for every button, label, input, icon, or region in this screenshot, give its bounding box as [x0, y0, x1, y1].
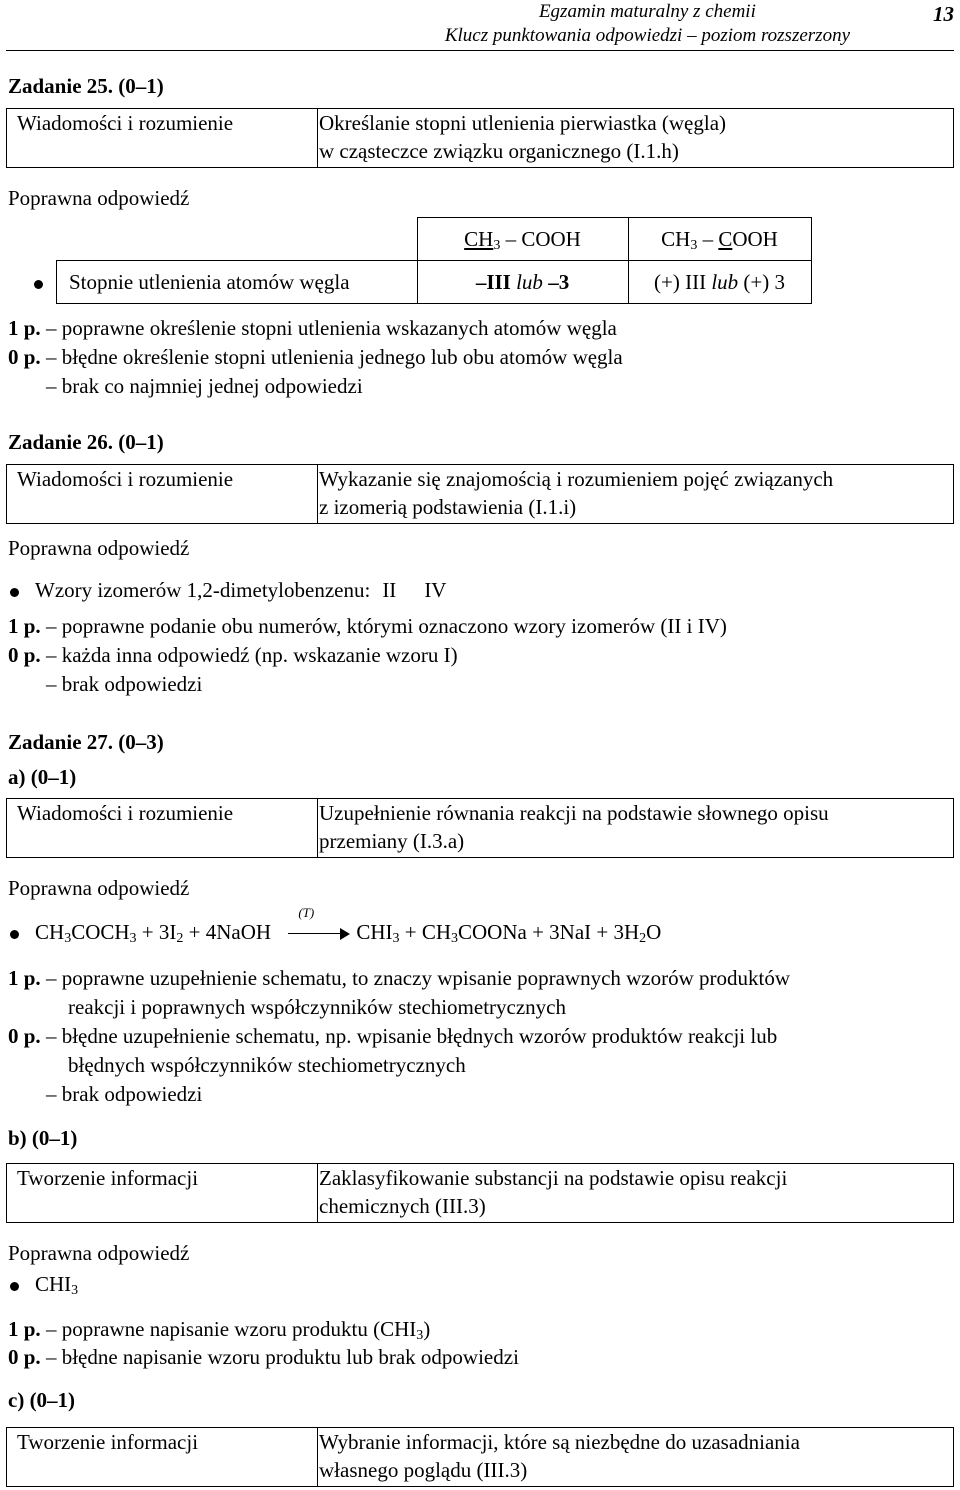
bullet-icon [10, 930, 19, 939]
score-label: 1 p. [8, 316, 41, 340]
task-26-category-text: Wiadomości i rozumienie [17, 467, 234, 491]
task-27b-info-box [6, 1163, 954, 1223]
task-27c-title: c) (0–1) [8, 1388, 76, 1412]
answer-isomer-iv: IV [424, 578, 447, 602]
task-27b-requirement-line1: Zaklasyfikowanie substancji na podstawie opisu reakcji [319, 1166, 788, 1190]
score-sub: 3 [416, 1328, 424, 1343]
task-27c-category-text: Tworzenie informacji [17, 1430, 199, 1454]
eq-sub: 2 [639, 931, 647, 946]
score-label: 0 p. [8, 643, 41, 667]
task-27a-score-0 [8, 1022, 777, 1050]
score-label: 1 p. [8, 614, 41, 638]
formula-part: – [500, 227, 522, 251]
formula-part: C [718, 227, 733, 251]
task-26-answer [8, 576, 446, 604]
score-text: – błędne określenie stopni utlenienia jednego lub obu atomów węgla [40, 345, 623, 369]
task-26-requirement-line2: z izomerią podstawienia (I.1.i) [319, 495, 577, 519]
score-label: 1 p. [8, 966, 41, 990]
arrow-line [288, 933, 342, 934]
score-label: 0 p. [8, 345, 41, 369]
task-27a-requirement-line2: przemiany (I.3.a) [319, 829, 465, 853]
task-27b-title: b) (0–1) [8, 1126, 78, 1150]
value-part: lub [510, 270, 549, 294]
task-27b-answer [8, 1270, 78, 1298]
formula-part: CH [464, 227, 494, 251]
formula-part: OOH [732, 227, 778, 251]
eq-part: + CH [399, 920, 451, 944]
task-26-category [7, 465, 318, 523]
formula-part: CH [661, 227, 691, 251]
score-text-end: ) [423, 1317, 431, 1341]
score-text: – błędne napisanie wzoru produktu lub brak odpowiedzi [40, 1345, 519, 1369]
task-27b-requirement-line2: chemicznych (III.3) [319, 1194, 486, 1218]
header-divider [6, 50, 954, 51]
task-27a-score-0-line2: błędnych współczynników stechiometrycznych [68, 1053, 466, 1077]
eq-sub: 3 [451, 931, 458, 946]
table-empty-cell [57, 218, 418, 261]
score-label: 1 p. [8, 1317, 41, 1341]
task-25-requirement-line2: w cząsteczce związku organicznego (I.1.h) [319, 139, 679, 163]
task-27b-score-1 [8, 1315, 430, 1343]
task-26-score-1 [8, 612, 727, 640]
score-text: – poprawne uzupełnienie schematu, to znaczy wpisanie poprawnych wzorów produktów [40, 966, 791, 990]
header-exam-title: Egzamin maturalny z chemii [538, 1, 756, 22]
value-part: (+) III [654, 270, 707, 294]
task-27-title: Zadanie 27. (0–3) [8, 730, 164, 754]
reaction-condition: (T) [298, 905, 315, 920]
task-27a-score-1-line2: reakcji i poprawnych współczynników stechiometrycznych [68, 995, 567, 1019]
task-26-score-0-line2: – brak odpowiedzi [46, 672, 203, 696]
bullet-icon [10, 1282, 19, 1291]
task-25-answer-label: Poprawna odpowiedź [8, 186, 190, 210]
task-25-title: Zadanie 25. (0–1) [8, 74, 164, 98]
eq-sub: 3 [64, 931, 72, 946]
task-27c-requirement [307, 1428, 953, 1486]
task-27a-score-0-line3: – brak odpowiedzi [46, 1082, 203, 1106]
task-27c-requirement-line2: własnego poglądu (III.3) [319, 1458, 528, 1482]
eq-part: CHI [356, 920, 393, 944]
score-text: – każda inna odpowiedź (np. wskazanie wzoru I) [40, 643, 458, 667]
table-value-2 [628, 261, 811, 304]
page-number: 13 [933, 2, 954, 26]
answer-sub: 3 [71, 1283, 79, 1298]
task-27a-requirement [307, 799, 953, 857]
table-header-ch3cooh-1 [417, 218, 628, 261]
task-25-requirement [307, 109, 953, 167]
task-25-category [7, 109, 318, 167]
table-row-label: Stopnie utlenienia atomów węgla [57, 261, 418, 304]
value-part: lub [706, 270, 744, 294]
task-25-bullet-wrap [34, 280, 43, 289]
task-26-score-0 [8, 641, 458, 669]
task-25-score-0-line2: – brak co najmniej jednej odpowiedzi [46, 374, 363, 398]
eq-sub: 3 [129, 931, 137, 946]
eq-part: + 3I [136, 920, 177, 944]
task-25-answer-table [56, 217, 812, 304]
task-26-info-box [6, 464, 954, 524]
score-text: – poprawne napisanie wzoru produktu (CHI [40, 1317, 417, 1341]
eq-part: COCH [71, 920, 130, 944]
answer-formula: CHI [35, 1272, 72, 1296]
answer-isomer-ii: II [382, 578, 397, 602]
task-25-requirement-line1: Określanie stopni utlenienia pierwiastka (węgla) [319, 111, 727, 135]
eq-part: O [646, 920, 662, 944]
task-27a-category [7, 799, 318, 857]
formula-sub: 3 [493, 238, 501, 253]
value-part: –III [475, 270, 511, 294]
score-text: – błędne uzupełnienie schematu, np. wpisanie błędnych wzorów produktów reakcji lub [40, 1024, 778, 1048]
task-27b-category-text: Tworzenie informacji [17, 1166, 199, 1190]
bullet-icon [34, 280, 43, 289]
eq-part: + 4NaOH [183, 920, 272, 944]
header-key-title: Klucz punktowania odpowiedzi – poziom rozszerzony [444, 25, 850, 46]
formula-sub: 3 [690, 238, 698, 253]
task-27a-score-1 [8, 964, 790, 992]
task-25-category-text: Wiadomości i rozumienie [17, 111, 234, 135]
task-27c-info-box [6, 1427, 954, 1487]
value-part: –3 [548, 270, 570, 294]
table-value-1 [417, 261, 628, 304]
task-27b-category [7, 1164, 318, 1222]
score-text: – poprawne podanie obu numerów, którymi oznaczono wzory izomerów (II i IV) [40, 614, 727, 638]
formula-part: – [697, 227, 719, 251]
reaction-arrow-icon [286, 905, 350, 946]
task-26-requirement [307, 465, 953, 523]
eq-sub: 2 [176, 931, 184, 946]
task-25-info-box [6, 108, 954, 168]
task-27c-category [7, 1428, 318, 1486]
task-27b-score-0 [8, 1343, 519, 1371]
arrow-head [340, 928, 350, 940]
score-text: – poprawne określenie stopni utlenienia wskazanych atomów węgla [40, 316, 617, 340]
answer-text: Wzory izomerów 1,2-dimetylobenzenu: [35, 578, 371, 602]
task-26-requirement-line1: Wykazanie się znajomością i rozumieniem pojęć związanych [319, 467, 834, 491]
formula-part: COOH [521, 227, 581, 251]
eq-part: CH [35, 920, 65, 944]
page-header [445, 0, 850, 48]
eq-part: COONa + 3NaI + 3H [458, 920, 640, 944]
task-25-score-1 [8, 314, 617, 342]
task-27b-answer-label: Poprawna odpowiedź [8, 1241, 190, 1265]
task-27a-title: a) (0–1) [8, 765, 77, 789]
task-27a-category-text: Wiadomości i rozumienie [17, 801, 234, 825]
bullet-icon [10, 588, 19, 597]
eq-sub: 3 [392, 931, 400, 946]
task-27a-requirement-line1: Uzupełnienie równania reakcji na podstawie słownego opisu [319, 801, 829, 825]
task-27b-requirement [307, 1164, 953, 1222]
task-27a-answer-label: Poprawna odpowiedź [8, 876, 190, 900]
value-part: (+) 3 [743, 270, 785, 294]
task-27c-requirement-line1: Wybranie informacji, które są niezbędne do uzasadniania [319, 1430, 800, 1454]
task-27a-equation [8, 905, 662, 946]
score-label: 0 p. [8, 1024, 41, 1048]
score-label: 0 p. [8, 1345, 41, 1369]
task-26-title: Zadanie 26. (0–1) [8, 430, 164, 454]
task-25-score-0 [8, 343, 623, 371]
table-header-ch3cooh-2 [628, 218, 811, 261]
task-26-answer-label: Poprawna odpowiedź [8, 536, 190, 560]
task-27a-info-box [6, 798, 954, 858]
